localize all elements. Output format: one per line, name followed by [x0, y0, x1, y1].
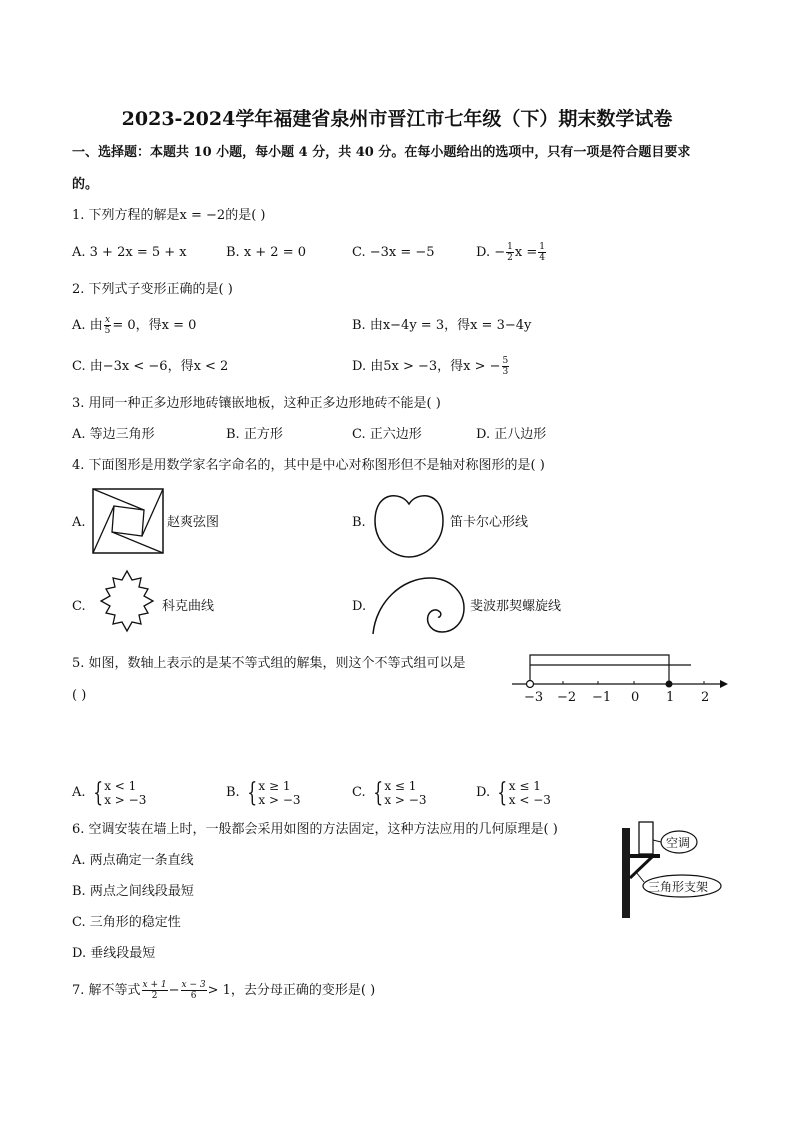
air-conditioner-bracket-diagram [616, 820, 726, 920]
fibonacci-spiral-icon [372, 574, 466, 636]
section-heading-line1: 一、选择题：本题共 10 小题，每小题 4 分，共 40 分。在每小题给出的选项中，只有一项是符合题目要求 [72, 145, 691, 160]
q3-option-c[interactable]: C. 正六边形 [352, 427, 422, 442]
q3-option-a[interactable]: A. 等边三角形 [72, 427, 155, 442]
q4-d-caption: 斐波那契螺旋线 [470, 599, 562, 614]
cardioid-icon [371, 489, 447, 559]
q1-d-prefix: D. − [476, 245, 506, 260]
q2-a-prefix: A. 由 [72, 318, 103, 333]
tick-label: 2 [701, 690, 710, 705]
q4-b-caption: 笛卡尔心形线 [450, 515, 529, 530]
q2-option-b[interactable]: B. 由x−4y = 3，得x = 3−4y [352, 318, 532, 333]
q7-stem [72, 976, 375, 1006]
closed-point-marker [666, 681, 673, 688]
section-heading-line2: 的。 [72, 177, 99, 192]
q2-stem: 2. 下列式子变形正确的是( ) [72, 282, 233, 297]
q5-stem-line1: 5. 如图，数轴上表示的是某不等式组的解集，则这个不等式组可以是 [72, 656, 466, 671]
q1-option-a[interactable]: A. 3 + 2x = 5 + x [72, 245, 187, 260]
q6-option-c[interactable]: C. 三角形的稳定性 [72, 915, 181, 930]
q7-fraction-1: $\frac{x + 1}{2}$ [142, 980, 167, 1001]
q5-c-letter: C. [352, 785, 366, 800]
wall [622, 828, 630, 918]
q5-d-letter: D. [476, 785, 491, 800]
zhao-shuang-diagram-icon [92, 488, 164, 554]
q1-d-mid: x = [514, 245, 538, 260]
number-line-diagram [508, 652, 730, 704]
q1-option-b[interactable]: B. x + 2 = 0 [226, 245, 307, 260]
q4-option-d[interactable]: D. [352, 599, 367, 614]
q4-option-b[interactable]: B. [352, 515, 366, 530]
label-triangle-bracket: 三角形支架 [648, 880, 709, 894]
q4-a-caption: 赵爽弦图 [167, 515, 220, 530]
koch-snowflake-icon [92, 569, 162, 633]
q5-a-system: { x < 1 x > −3 [92, 777, 147, 808]
q7-prefix: 7. 解不等式 [72, 983, 141, 998]
q1-stem: 1. 下列方程的解是x = −2的是( ) [72, 208, 266, 223]
q2-option-c[interactable]: C. 由−3x < −6，得x < 2 [72, 359, 229, 374]
q6-option-b[interactable]: B. 两点之间线段最短 [72, 884, 194, 899]
axis-arrow-icon [720, 680, 728, 688]
q5-option-a[interactable] [72, 778, 146, 808]
q2-d-prefix: D. 由5x > −3，得x > − [352, 359, 501, 374]
air-conditioner-unit [639, 822, 653, 854]
q1-option-d[interactable] [476, 238, 547, 268]
q1-option-c[interactable]: C. −3x = −5 [352, 245, 435, 260]
q4-option-a[interactable]: A. [72, 515, 86, 530]
q5-b-letter: B. [226, 785, 240, 800]
q4-stem: 4. 下面图形是用数学家名字命名的，其中是中心对称图形但不是轴对称图形的是( ) [72, 458, 545, 473]
q5-b-system: { x ≥ 1 x > −3 [247, 777, 301, 808]
q5-option-c[interactable] [352, 778, 426, 808]
q7-suffix: > 1，去分母正确的变形是( ) [207, 983, 376, 998]
bracket-top-bar [630, 854, 660, 858]
q6-option-d[interactable]: D. 垂线段最短 [72, 946, 156, 961]
q6-option-a[interactable]: A. 两点确定一条直线 [72, 853, 194, 868]
tick-label: −3 [524, 690, 544, 705]
q6-stem: 6. 空调安装在墙上时，一般都会采用如图的方法固定，这种方法应用的几何原理是( ) [72, 822, 558, 837]
tick-label: 1 [666, 690, 675, 705]
q7-fraction-2: $\frac{x - 3}{6}$ [181, 980, 206, 1001]
solution-bracket [530, 655, 669, 681]
tick-label: −2 [557, 690, 577, 705]
q2-d-fraction: $\frac{5}{3}$ [502, 356, 509, 377]
q2-a-suffix: = 0，得x = 0 [112, 318, 197, 333]
q2-option-d[interactable] [352, 352, 510, 382]
q7-minus: − [168, 983, 180, 998]
q4-option-c[interactable]: C. [72, 599, 86, 614]
q5-option-b[interactable] [226, 778, 301, 808]
open-point-marker [527, 681, 534, 688]
q3-option-b[interactable]: B. 正方形 [226, 427, 283, 442]
q3-stem: 3. 用同一种正多边形地砖镶嵌地板，这种正多边形地砖不能是( ) [72, 396, 441, 411]
label-air-conditioner: 空调 [666, 836, 691, 850]
q1-d-fraction-2: $\frac{1}{4}$ [539, 242, 545, 263]
tick-label: 0 [631, 690, 640, 705]
q2-a-fraction: $\frac{x}{5}$ [104, 315, 111, 336]
bracket-diagonal [630, 857, 652, 878]
q4-c-caption: 科克曲线 [162, 599, 215, 614]
tick-label: −1 [592, 690, 612, 705]
q5-c-system: { x ≤ 1 x > −3 [373, 777, 427, 808]
q5-d-system: { x ≤ 1 x < −3 [497, 777, 551, 808]
q5-option-d[interactable] [476, 778, 551, 808]
q1-d-fraction-1: $\frac{1}{2}$ [507, 242, 513, 263]
q5-stem-line2: ( ) [72, 688, 87, 703]
q3-option-d[interactable]: D. 正八边形 [476, 427, 547, 442]
q2-option-a[interactable] [72, 311, 196, 341]
page-title: 2023-2024学年福建省泉州市晋江市七年级（下）期末数学试卷 [121, 108, 673, 130]
q5-a-letter: A. [72, 785, 86, 800]
